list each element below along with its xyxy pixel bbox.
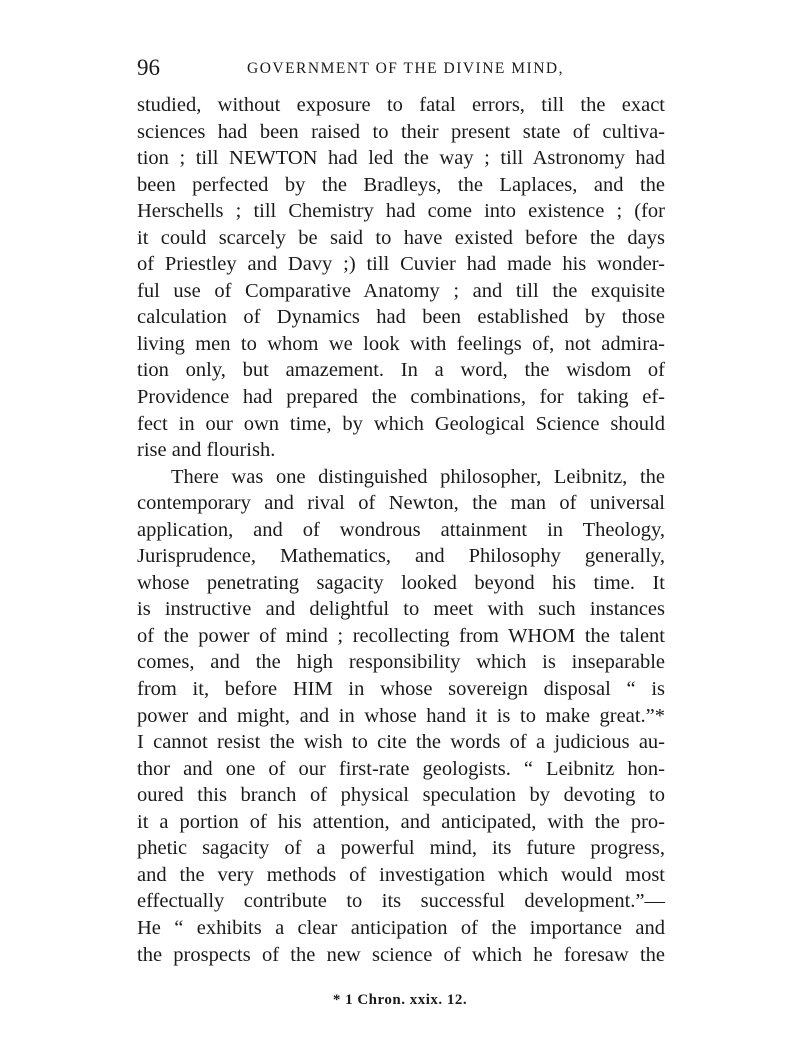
- page-number: 96: [137, 55, 160, 80]
- page-header: [137, 52, 667, 84]
- footnote: * 1 Chron. xxix. 12.: [332, 992, 468, 1008]
- text-line: Herschells ; till Chemistry had come into existence ; (for: [137, 200, 665, 223]
- text-line: contemporary and rival of Newton, the man of universal: [137, 492, 665, 515]
- text-line: calculation of Dynamics had been established by those: [137, 306, 665, 329]
- text-line: ful use of Comparative Anatomy ; and till the exquisite: [137, 279, 665, 302]
- text-line: from it, before HIM in whose sovereign disposal “ is: [137, 678, 665, 701]
- text-line: whose penetrating sagacity looked beyond his time. It: [137, 571, 665, 594]
- text-line: and the very methods of investigation which would most: [137, 863, 665, 886]
- text-line: comes, and the high responsibility which is inseparable: [137, 651, 665, 674]
- text-line: effectually contribute to its successful development.”—: [137, 890, 665, 913]
- text-line: of Priestley and Davy ;) till Cuvier had made his wonder-: [137, 253, 665, 276]
- text-line: fect in our own time, by which Geological Science should: [137, 412, 665, 435]
- text-line: tion ; till NEWTON had led the way ; till Astronomy had: [137, 147, 665, 170]
- text-line: it could scarcely be said to have existed before the days: [137, 226, 665, 249]
- text-line: been perfected by the Bradleys, the Laplaces, and the: [137, 173, 665, 196]
- text-line: tion only, but amazement. In a word, the wisdom of: [137, 359, 665, 382]
- text-line: it a portion of his attention, and anticipated, with the pro-: [137, 810, 665, 833]
- text-line: oured this branch of physical speculation by devoting to: [137, 784, 665, 807]
- text-line: He “ exhibits a clear anticipation of the importance and: [137, 916, 665, 939]
- paragraph-start-line: There was one distinguished philosopher, Leibnitz, the: [171, 465, 665, 488]
- running-title: GOVERNMENT OF THE DIVINE MIND,: [247, 60, 564, 77]
- text-line: I cannot resist the wish to cite the words of a judicious au-: [137, 731, 665, 754]
- text-line: application, and of wondrous attainment in Theology,: [137, 518, 665, 541]
- text-line: studied, without exposure to fatal errors, till the exact: [137, 94, 665, 116]
- body-text: [137, 92, 665, 968]
- text-line: power and might, and in whose hand it is to make great.”*: [137, 704, 665, 727]
- text-line: thor and one of our first-rate geologists. “ Leibnitz hon-: [137, 757, 665, 780]
- text-line: the prospects of the new science of which he foresaw the: [137, 943, 665, 966]
- text-line: sciences had been raised to their present state of cultiva-: [137, 120, 665, 143]
- text-line: Jurisprudence, Mathematics, and Philosophy generally,: [137, 545, 665, 568]
- text-line: Providence had prepared the combinations, for taking ef-: [137, 386, 665, 409]
- text-line: rise and flourish.: [137, 439, 276, 462]
- text-line: living men to whom we look with feelings of, not admira-: [137, 332, 665, 355]
- text-line: phetic sagacity of a powerful mind, its future progress,: [137, 837, 665, 860]
- text-line: of the power of mind ; recollecting from WHOM the talent: [137, 624, 665, 647]
- text-line: is instructive and delightful to meet with such instances: [137, 598, 665, 621]
